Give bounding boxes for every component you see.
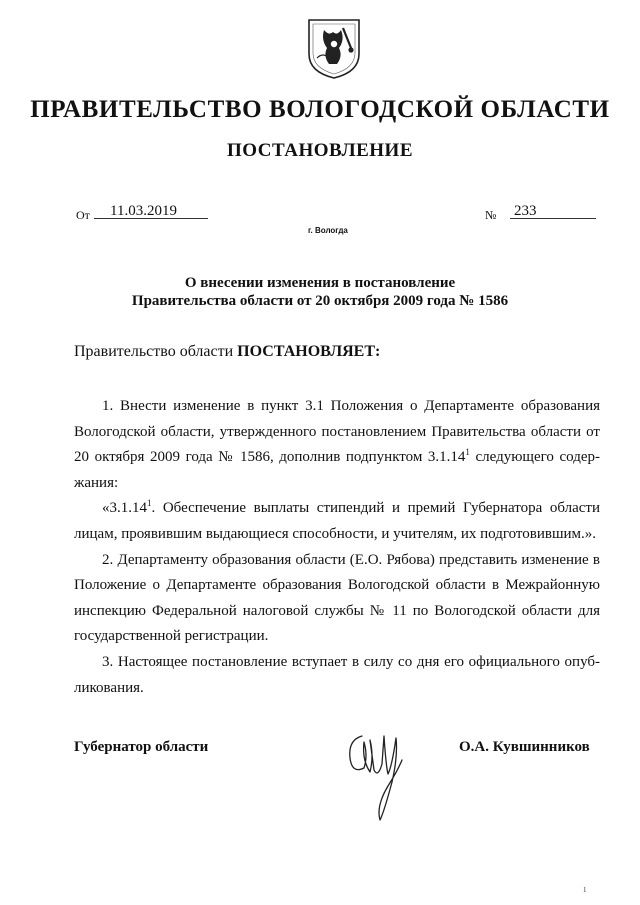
paragraph-3: 3. Настоящее постановление вступает в силу со дня его официального опуб-ликования. — [74, 653, 600, 696]
government-title: ПРАВИТЕЛЬСТВО ВОЛОГОДСКОЙ ОБЛАСТИ — [30, 96, 610, 123]
number-value: 233 — [510, 203, 596, 219]
page-number: 1 — [583, 886, 587, 894]
document-body — [74, 394, 600, 701]
paragraph-quote — [74, 496, 600, 547]
number-label: № — [485, 208, 497, 222]
paragraph-1-tail: следующего содер-жания: — [74, 449, 600, 491]
subject-line-2: Правительства области от 20 октября 2009 года № 1586 — [131, 293, 509, 309]
document-subject — [0, 274, 640, 310]
preamble — [74, 343, 380, 361]
handwritten-signature — [340, 716, 410, 824]
date-label: От — [76, 208, 90, 222]
signer-name: О.А. Кувшинников — [459, 739, 590, 755]
subject-line-1: О внесении изменения в постановление — [184, 275, 456, 291]
quote-head: «3.1.14 — [102, 500, 147, 517]
superscript: 1 — [465, 447, 470, 458]
paragraph-1 — [74, 394, 600, 496]
signer-title: Губернатор области — [74, 739, 209, 755]
preamble-text: Правительство области — [74, 343, 238, 360]
document-type: ПОСТАНОВЛЕНИЕ — [226, 140, 414, 161]
paragraph-2: 2. Департаменту образования области (Е.О. Рябова) представить изменение в Положение о Департаменте образования Вологодской области в Межрайонную инспекцию Федеральной налоговой службы № 11 по Вологодской области для государственной регистрации. — [74, 551, 600, 645]
superscript: 1 — [147, 498, 152, 509]
city-label: г. Вологда — [308, 226, 348, 235]
paragraph-1-text: 1. Внести изменение в пункт 3.1 Положения о Департаменте образования Вологодской области, утвержденного постановлением Правительства области от 20 октября 2009 года № 1586, дополнив подпунктом 3.1.14 — [74, 398, 600, 466]
coat-of-arms-emblem — [307, 18, 361, 80]
quote-text: . Обеспечение выплаты стипендий и премий Губернатора области лицам, проявившим выдающиеся способности, и учителям, их подготовившим.». — [74, 500, 600, 542]
preamble-keyword: ПОСТАНОВЛЯЕТ: — [237, 343, 381, 360]
date-value: 11.03.2019 — [94, 203, 208, 219]
